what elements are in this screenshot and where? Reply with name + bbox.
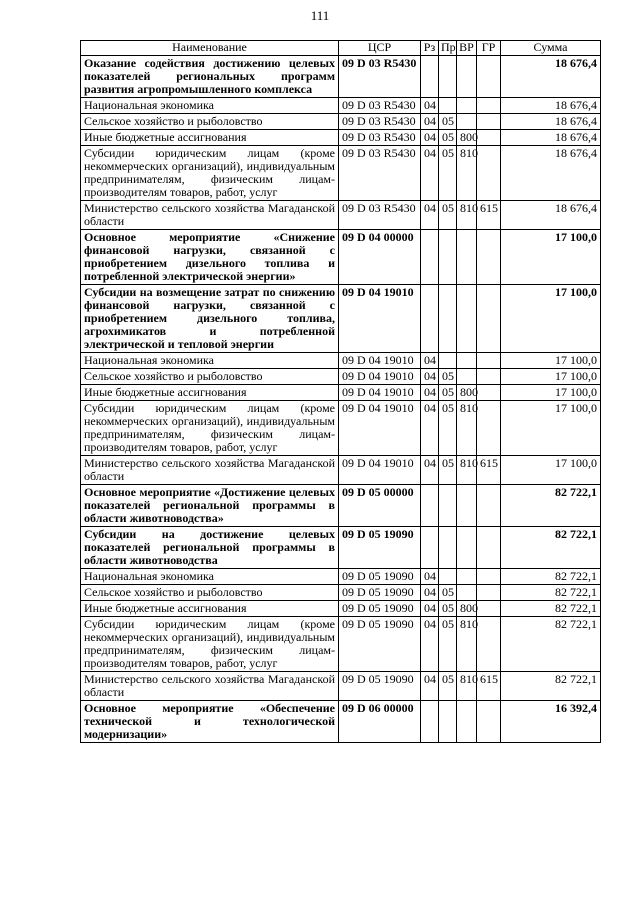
cell-vr (457, 353, 477, 369)
table-row (81, 617, 601, 672)
cell-pr (439, 701, 457, 743)
cell-name: Основное мероприятие «Обеспечение технической и технологической модернизации» (81, 701, 339, 743)
cell-csr: 09 D 04 19010 (339, 285, 421, 353)
cell-sum: 17 100,0 (501, 230, 601, 285)
cell-name: Оказание содействия достижению целевых показателей региональных программ развития агропромышленного комплекса (81, 56, 339, 98)
table-row (81, 285, 601, 353)
cell-pr: 05 (439, 146, 457, 201)
cell-rz: 04 (421, 114, 439, 130)
cell-sum: 17 100,0 (501, 385, 601, 401)
cell-csr: 09 D 03 R5430 (339, 130, 421, 146)
cell-vr (457, 285, 477, 353)
cell-vr (457, 230, 477, 285)
cell-rz: 04 (421, 130, 439, 146)
cell-csr: 09 D 05 19090 (339, 672, 421, 701)
table-row (81, 527, 601, 569)
cell-csr: 09 D 03 R5430 (339, 201, 421, 230)
cell-sum: 18 676,4 (501, 114, 601, 130)
cell-vr: 810 (457, 146, 477, 201)
cell-rz (421, 485, 439, 527)
table-row (81, 701, 601, 743)
cell-pr (439, 56, 457, 98)
cell-rz: 04 (421, 569, 439, 585)
cell-vr (457, 485, 477, 527)
cell-name: Иные бюджетные ассигнования (81, 601, 339, 617)
cell-gr (477, 569, 501, 585)
cell-gr (477, 601, 501, 617)
cell-gr (477, 585, 501, 601)
cell-sum: 16 392,4 (501, 701, 601, 743)
cell-vr: 810 (457, 672, 477, 701)
cell-csr: 09 D 04 19010 (339, 401, 421, 456)
cell-csr: 09 D 04 19010 (339, 456, 421, 485)
cell-rz: 04 (421, 672, 439, 701)
cell-csr: 09 D 04 19010 (339, 385, 421, 401)
cell-name: Национальная экономика (81, 569, 339, 585)
header-vr: ВР (457, 41, 477, 56)
cell-vr (457, 527, 477, 569)
cell-rz: 04 (421, 98, 439, 114)
cell-pr (439, 285, 457, 353)
cell-pr: 05 (439, 401, 457, 456)
cell-gr (477, 146, 501, 201)
cell-pr (439, 485, 457, 527)
table-row (81, 485, 601, 527)
table-row (81, 672, 601, 701)
table-row (81, 230, 601, 285)
cell-csr: 09 D 03 R5430 (339, 98, 421, 114)
cell-name: Субсидии на возмещение затрат по снижению финансовой нагрузки, связанной с приобретением дизельного топлива, агрохимикатов и потребленной электрической и тепловой энергии (81, 285, 339, 353)
cell-name: Иные бюджетные ассигнования (81, 130, 339, 146)
cell-vr (457, 585, 477, 601)
cell-name: Иные бюджетные ассигнования (81, 385, 339, 401)
cell-vr (457, 98, 477, 114)
table-row (81, 114, 601, 130)
cell-gr (477, 56, 501, 98)
cell-name: Субсидии юридическим лицам (кроме некоммерческих организаций), индивидуальным предпринимателям, физическим лицам-производителям товаров, работ, услуг (81, 617, 339, 672)
cell-vr: 810 (457, 201, 477, 230)
cell-sum: 82 722,1 (501, 585, 601, 601)
table-row (81, 353, 601, 369)
cell-sum: 18 676,4 (501, 130, 601, 146)
cell-rz: 04 (421, 585, 439, 601)
cell-gr (477, 114, 501, 130)
cell-name: Национальная экономика (81, 353, 339, 369)
cell-rz (421, 527, 439, 569)
cell-csr: 09 D 03 R5430 (339, 56, 421, 98)
cell-csr: 09 D 04 19010 (339, 353, 421, 369)
header-rz: Рз (421, 41, 439, 56)
table-row (81, 146, 601, 201)
cell-name: Национальная экономика (81, 98, 339, 114)
cell-pr (439, 353, 457, 369)
cell-pr: 05 (439, 130, 457, 146)
header-csr: ЦСР (339, 41, 421, 56)
cell-rz: 04 (421, 401, 439, 456)
cell-vr: 810 (457, 401, 477, 456)
page-number: 111 (310, 8, 330, 23)
cell-sum: 82 722,1 (501, 601, 601, 617)
cell-csr: 09 D 06 00000 (339, 701, 421, 743)
cell-vr (457, 569, 477, 585)
table-row (81, 201, 601, 230)
cell-name: Субсидии юридическим лицам (кроме некоммерческих организаций), индивидуальным предпринимателям, физическим лицам-производителям товаров, работ, услуг (81, 146, 339, 201)
cell-csr: 09 D 05 19090 (339, 617, 421, 672)
cell-gr: 615 (477, 456, 501, 485)
cell-pr: 05 (439, 201, 457, 230)
table-row (81, 369, 601, 385)
cell-gr (477, 617, 501, 672)
table-row (81, 130, 601, 146)
cell-vr: 800 (457, 130, 477, 146)
cell-sum: 18 676,4 (501, 146, 601, 201)
cell-name: Основное мероприятие «Снижение финансовой нагрузки, связанной с приобретением дизельного топлива и потребленной электрической энергии» (81, 230, 339, 285)
cell-gr (477, 285, 501, 353)
cell-sum: 17 100,0 (501, 353, 601, 369)
cell-pr (439, 527, 457, 569)
cell-rz: 04 (421, 146, 439, 201)
cell-sum: 17 100,0 (501, 401, 601, 456)
cell-pr: 05 (439, 385, 457, 401)
cell-sum: 17 100,0 (501, 456, 601, 485)
cell-pr: 05 (439, 585, 457, 601)
cell-rz: 04 (421, 369, 439, 385)
cell-gr (477, 385, 501, 401)
table-row (81, 569, 601, 585)
table-row (81, 385, 601, 401)
cell-csr: 09 D 04 19010 (339, 369, 421, 385)
cell-rz: 04 (421, 456, 439, 485)
cell-csr: 09 D 03 R5430 (339, 114, 421, 130)
cell-pr: 05 (439, 114, 457, 130)
cell-sum: 18 676,4 (501, 201, 601, 230)
cell-pr: 05 (439, 601, 457, 617)
cell-vr (457, 114, 477, 130)
cell-pr (439, 230, 457, 285)
table-row (81, 401, 601, 456)
cell-name: Министерство сельского хозяйства Магаданской области (81, 672, 339, 701)
cell-pr: 05 (439, 369, 457, 385)
cell-name: Субсидии юридическим лицам (кроме некоммерческих организаций), индивидуальным предпринимателям, физическим лицам-производителям товаров, работ, услуг (81, 401, 339, 456)
cell-csr: 09 D 03 R5430 (339, 146, 421, 201)
cell-rz (421, 285, 439, 353)
cell-gr (477, 401, 501, 456)
cell-gr: 615 (477, 201, 501, 230)
cell-csr: 09 D 05 19090 (339, 585, 421, 601)
cell-name: Сельское хозяйство и рыболовство (81, 585, 339, 601)
cell-gr: 615 (477, 672, 501, 701)
cell-pr (439, 569, 457, 585)
cell-sum: 82 722,1 (501, 485, 601, 527)
cell-gr (477, 230, 501, 285)
table-row (81, 456, 601, 485)
cell-rz: 04 (421, 353, 439, 369)
cell-name: Сельское хозяйство и рыболовство (81, 369, 339, 385)
cell-gr (477, 485, 501, 527)
table-row (81, 601, 601, 617)
cell-rz (421, 230, 439, 285)
cell-csr: 09 D 05 19090 (339, 527, 421, 569)
cell-name: Сельское хозяйство и рыболовство (81, 114, 339, 130)
header-pr: Пр (439, 41, 457, 56)
cell-rz (421, 701, 439, 743)
cell-pr: 05 (439, 672, 457, 701)
table-body (81, 56, 601, 743)
header-sum: Сумма (501, 41, 601, 56)
cell-sum: 17 100,0 (501, 369, 601, 385)
cell-csr: 09 D 05 19090 (339, 601, 421, 617)
cell-gr (477, 527, 501, 569)
table-row (81, 585, 601, 601)
cell-sum: 82 722,1 (501, 527, 601, 569)
cell-gr (477, 353, 501, 369)
cell-sum: 17 100,0 (501, 285, 601, 353)
cell-name: Основное мероприятие «Достижение целевых показателей региональной программы в области животноводства» (81, 485, 339, 527)
cell-name: Субсидии на достижение целевых показателей региональной программы в области животноводства (81, 527, 339, 569)
cell-vr (457, 701, 477, 743)
header-gr: ГР (477, 41, 501, 56)
cell-sum: 18 676,4 (501, 56, 601, 98)
cell-gr (477, 701, 501, 743)
cell-vr (457, 369, 477, 385)
cell-csr: 09 D 05 00000 (339, 485, 421, 527)
cell-pr: 05 (439, 456, 457, 485)
cell-gr (477, 369, 501, 385)
cell-rz (421, 56, 439, 98)
cell-rz: 04 (421, 385, 439, 401)
table-row (81, 56, 601, 98)
cell-sum: 18 676,4 (501, 98, 601, 114)
cell-gr (477, 98, 501, 114)
cell-sum: 82 722,1 (501, 672, 601, 701)
cell-rz: 04 (421, 601, 439, 617)
table-row (81, 98, 601, 114)
cell-csr: 09 D 05 19090 (339, 569, 421, 585)
cell-vr: 810 (457, 456, 477, 485)
header-name: Наименование (81, 41, 339, 56)
table-header-row (81, 41, 601, 56)
cell-sum: 82 722,1 (501, 617, 601, 672)
cell-csr: 09 D 04 00000 (339, 230, 421, 285)
cell-name: Министерство сельского хозяйства Магаданской области (81, 201, 339, 230)
cell-rz: 04 (421, 201, 439, 230)
cell-pr (439, 98, 457, 114)
cell-pr: 05 (439, 617, 457, 672)
cell-vr: 810 (457, 617, 477, 672)
budget-table (80, 40, 601, 743)
cell-rz: 04 (421, 617, 439, 672)
cell-vr (457, 56, 477, 98)
cell-sum: 82 722,1 (501, 569, 601, 585)
cell-gr (477, 130, 501, 146)
cell-name: Министерство сельского хозяйства Магаданской области (81, 456, 339, 485)
cell-vr: 800 (457, 385, 477, 401)
cell-vr: 800 (457, 601, 477, 617)
